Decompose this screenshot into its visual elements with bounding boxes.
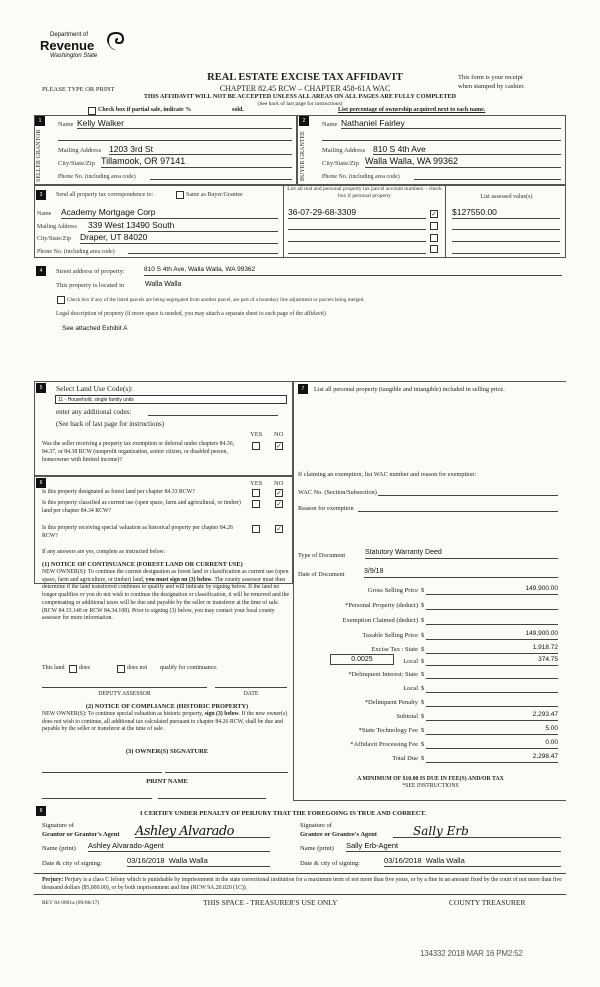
owner-signature-line[interactable] — [42, 765, 162, 773]
currency-sign: $ — [421, 713, 425, 720]
parcel-personal-checkbox-4[interactable] — [430, 245, 438, 253]
section-3-badge: 3 — [36, 190, 46, 200]
fee-label-affidavit-processing-fee: *Affidavit Processing Fee — [350, 741, 418, 748]
fee-label-gross-selling-price: Gross Selling Price — [367, 587, 418, 594]
fee-value-state-technology-fee[interactable]: 5.00 — [426, 725, 558, 735]
tax-mailing-field[interactable]: 339 West 13490 South — [88, 220, 278, 232]
grantee-name-label: Name (print) — [300, 845, 334, 852]
currency-sign: $ — [421, 727, 425, 734]
section-1-badge: 1 — [35, 116, 45, 126]
fee-value-total-due[interactable]: 2,298.47 — [426, 753, 558, 763]
exemption-reason-field[interactable] — [358, 504, 558, 512]
deputy-assessor-label: DEPUTY ASSESSOR — [98, 691, 151, 697]
fee-label-personal-property: *Personal Property (deduct) — [345, 602, 418, 609]
buyer-name-label: Name — [322, 121, 338, 128]
receipt-note-2: when stamped by cashier. — [458, 83, 525, 90]
seller-phone-label: Phone No. (including area code) — [58, 174, 136, 180]
section-7-divider — [293, 381, 294, 801]
parcel-personal-checkbox-2[interactable] — [430, 222, 438, 230]
assessed-value-1[interactable]: $127550.00 — [452, 207, 560, 219]
grantor-signature-label-2: Grantor or Grantor's Agent — [42, 831, 120, 838]
send-correspondence-label: Send all property tax correspondence to: — [56, 192, 154, 198]
buyer-mailing-field[interactable]: 810 S 4th Ave — [373, 144, 561, 155]
buyer-phone-field[interactable] — [414, 172, 561, 180]
buyer-city-field[interactable]: Walla Walla, WA 99362 — [365, 156, 561, 168]
fee-value-personal-property[interactable] — [426, 600, 558, 610]
wac-number-label: WAC No. (Section/Subsection) — [298, 489, 377, 496]
document-date-field[interactable]: 3/9/18 — [364, 568, 558, 578]
seller-phone-field[interactable] — [150, 172, 292, 180]
seller-mailing-label: Mailing Address — [58, 147, 102, 154]
county-treasurer-label: COUNTY TREASURER — [449, 898, 526, 907]
form-title: REAL ESTATE EXCISE TAX AFFIDAVIT — [207, 72, 403, 83]
tax-phone-label: Phone No. (including area code) — [37, 249, 115, 255]
assessed-header: List assessed value(s) — [480, 194, 533, 200]
fee-label-exemption-claimed: Exemption Claimed (deduct) — [342, 617, 418, 624]
grantee-date-label: Date & city of signing: — [300, 860, 360, 867]
notice-continuance-text-b: . The county assessor must then determine if the land transferred continues to qualify and will indicate by signing below. If the land no longer qualifies or you do not wish to continue the designation or classification, it will be removed and the compensating or additional taxes will be due and payable by the seller or transferor at the time of sale. (RCW 84.33.140 or RCW 84.34.108). Prior to signing (3) below, you may contact your local county assessor for more information. — [42, 576, 290, 622]
current-use-question: Is this property classified as current use (open space, farm and agricultural, or timber) land per chapter 84.34 RCW? — [42, 500, 241, 514]
treasurer-stamp: 134332 2018 MAR 16 PM2:52 — [420, 949, 523, 958]
same-as-buyer-checkbox[interactable] — [176, 191, 184, 199]
notice-compliance-text-a: NEW OWNER(S): To continue special valuation as historic property, — [42, 711, 204, 717]
fee-value-taxable-selling-price[interactable]: 149,900.00 — [426, 630, 558, 640]
this-land-label: This land — [42, 665, 65, 671]
see-instructions-note: *SEE INSTRUCTIONS — [402, 783, 459, 789]
assessed-value-4[interactable] — [452, 246, 560, 254]
local-rate-box[interactable]: 0.0025 — [330, 654, 394, 665]
currency-sign: $ — [421, 699, 425, 706]
fee-label-excise-state: Excise Tax : State — [371, 646, 418, 653]
buyer-phone-label: Phone No. (including area code) — [322, 174, 400, 180]
grantor-name-label: Name (print) — [42, 845, 76, 852]
minimum-fee-note: A MINIMUM OF $10.00 IS DUE IN FEE(S) AND/OR TAX — [357, 776, 504, 782]
parcel-number-1[interactable]: 36-07-29-68-3309 — [288, 207, 426, 219]
street-address-label: Street address of property: — [56, 268, 125, 275]
exemption-no-checkbox[interactable]: ✓ — [276, 442, 282, 450]
assessed-value-2[interactable] — [452, 222, 560, 230]
fee-label-subtotal: Subtotal — [396, 713, 418, 720]
does-checkbox[interactable] — [69, 665, 77, 673]
exemption-reason-label: Reason for exemption — [298, 505, 354, 512]
tax-mailing-label: Mailing Address — [37, 224, 77, 230]
grantee-signature: Sally Erb — [413, 824, 469, 838]
notice-continuance-body — [42, 569, 294, 623]
notice-continuance-text-a: NEW OWNER(S): To continue the current designation as forest land or classification as current use (open space, farm and agriculture, or timber) land, — [42, 569, 289, 583]
forest-land-yes-checkbox[interactable] — [252, 489, 260, 497]
seller-mailing-field[interactable]: 1203 3rd St — [109, 144, 292, 155]
currency-sign: $ — [421, 617, 425, 624]
perjury-label: Perjury: — [42, 877, 64, 883]
segregated-label: Check box if any of the listed parcels are being segregated from another parcel, are part of a boundary line adjustment or parcels being merged. — [67, 297, 365, 303]
fee-value-excise-state[interactable]: 1,918.72 — [426, 644, 558, 654]
fee-value-subtotal[interactable]: 2,293.47 — [426, 711, 558, 721]
section-7-top-border — [293, 381, 566, 382]
grantee-date-field[interactable]: 03/16/2018 Walla Walla — [384, 856, 561, 867]
logo-line-2: Revenue — [40, 38, 95, 53]
tax-city-label: City/State/Zip — [37, 236, 71, 242]
please-print-note: PLEASE TYPE OR PRINT — [42, 86, 115, 93]
parcel-number-3[interactable] — [288, 234, 426, 242]
seller-name-line-2[interactable] — [58, 133, 292, 141]
receipt-note-1: This form is your receipt — [458, 74, 523, 81]
fee-value-delinquent-interest-state[interactable] — [426, 669, 558, 679]
fee-value-exemption-claimed[interactable] — [426, 615, 558, 625]
if-yes-note: If any answers are yes, complete as instructed below. — [42, 549, 165, 555]
assessed-value-3[interactable] — [452, 234, 560, 242]
same-as-buyer-label: Same as Buyer/Grantee — [186, 192, 243, 198]
current-use-yes-checkbox[interactable] — [252, 500, 260, 508]
wac-number-field[interactable] — [378, 488, 558, 496]
section-4-badge: 4 — [36, 266, 46, 276]
fee-label-excise-local: Local — [403, 658, 418, 665]
notice-compliance-text-bold: sign (3) below — [204, 711, 239, 717]
tax-phone-field[interactable] — [128, 247, 278, 254]
currency-sign: $ — [421, 587, 425, 594]
fee-label-state-technology-fee: *State Technology Fee — [358, 727, 418, 734]
fee-label-taxable-selling-price: Taxable Selling Price — [362, 632, 418, 639]
parcel-header: List all real and personal property tax parcel account numbers – check box if personal property — [287, 186, 442, 199]
document-type-field[interactable]: Statutory Warranty Deed — [365, 549, 558, 559]
tax-city-field[interactable]: Draper, UT 84020 — [80, 232, 278, 244]
see-back-note: (See back of last page for instructions) — [257, 101, 343, 107]
currency-sign: $ — [421, 671, 425, 678]
grantee-name-field[interactable]: Sally Erb-Agent — [346, 841, 561, 852]
does-label: does — [79, 665, 90, 671]
buyer-city-label: City/State/Zip — [322, 160, 359, 167]
buyer-grantee-label: BUYER GRANTEE — [300, 131, 306, 181]
perjury-top-rule — [34, 873, 566, 874]
notice-compliance-text-b: . If the new owner(s) does not wish to continue, all additional tax calculated pursuant to chapter 84.26 RCW, shall be due and payable by the seller or transferor at the time of sale. — [42, 711, 288, 732]
does-not-checkbox[interactable] — [117, 665, 125, 673]
currency-sign: $ — [421, 646, 425, 653]
print-name-line-2[interactable] — [158, 795, 266, 799]
notice-compliance-title: (2) NOTICE OF COMPLIANCE (HISTORIC PROPERTY) — [85, 703, 249, 710]
deputy-assessor-signature-line[interactable] — [42, 680, 207, 688]
section-2-badge: 2 — [299, 116, 309, 126]
logo-line-3: Washington State — [50, 53, 98, 59]
currency-sign: $ — [421, 602, 425, 609]
exemption-question: Was the seller receiving a property tax exemption or deferral under chapters 84.36, 84.37, or 84.38 RCW (nonprofit organization, senior citizen, or disabled person, homeowner with limited income)? — [42, 441, 235, 463]
section-5-yes-header: YES — [250, 431, 263, 438]
notice-compliance-body — [42, 711, 294, 734]
fee-label-total-due: Total Due — [392, 755, 418, 762]
print-name-label: PRINT NAME — [146, 778, 188, 785]
seller-name-label: Name — [58, 121, 74, 128]
perjury-text: Perjury is a class C felony which is punishable by imprisonment in the state correctional institution for a maximum term of not more than five years, or by a fine in an amount fixed by the court of not more than five thousand dollars ($5,000.00), or by both imprisonment and fine (RCW 9A.20.020 (1C)). — [42, 877, 562, 891]
document-date-label: Date of Document — [298, 571, 345, 578]
personal-property-field[interactable] — [300, 406, 560, 461]
partial-sale-label: Check box if partial sale, indicate % — [98, 107, 192, 113]
ownership-note: List percentage of ownership acquired next to each name. — [338, 107, 486, 113]
logo-line-1: Department of — [50, 32, 89, 38]
tax-name-field[interactable]: Academy Mortgage Corp — [61, 207, 278, 219]
section-6-badge: 6 — [36, 478, 46, 488]
historic-no-checkbox[interactable]: ✓ — [276, 525, 282, 533]
historic-yes-checkbox[interactable] — [252, 525, 260, 533]
forest-land-no-checkbox[interactable]: ✓ — [276, 489, 282, 497]
treasurer-use-label: THIS SPACE - TREASURER'S USE ONLY — [203, 898, 338, 907]
fee-value-delinquent-interest-local[interactable] — [426, 683, 558, 693]
form-revision: REV 84 0001a (09/06/17) — [42, 900, 100, 906]
fee-label-delinquent-penalty: *Delinquent Penalty — [364, 699, 418, 706]
parcel-personal-checkbox-3[interactable] — [430, 234, 438, 242]
dor-logo-icon — [105, 30, 125, 52]
section-7-bottom-border — [293, 800, 566, 801]
fee-label-delinquent-interest-state: *Delinquent Interest: State — [348, 671, 418, 678]
partial-sale-sold: sold. — [232, 107, 244, 113]
section-5-badge: 5 — [36, 383, 46, 393]
currency-sign: $ — [421, 632, 425, 639]
perjury-bottom-rule — [34, 894, 566, 895]
assessor-date-label: DATE — [243, 691, 259, 697]
currency-sign: $ — [421, 755, 425, 762]
additional-codes-field[interactable] — [148, 407, 278, 416]
section-8-badge: 8 — [36, 806, 46, 816]
perjury-notice — [42, 876, 567, 892]
section-6-yes-header: YES — [250, 480, 263, 487]
parcel-number-2[interactable] — [288, 222, 426, 230]
parcel-personal-checkbox-1[interactable]: ✓ — [431, 210, 437, 218]
currency-sign: $ — [421, 741, 425, 748]
fee-label-delinquent-interest-local: Local — [403, 685, 418, 692]
seller-city-label: City/State/Zip — [58, 160, 95, 167]
located-in-label: This property is located in — [56, 282, 125, 289]
qualify-label: qualify for continuance. — [160, 665, 218, 671]
historic-question: Is this property receiving special valuation as historical property per chapter 84.26 RCW? — [42, 525, 233, 539]
grantor-signature-field[interactable] — [135, 822, 270, 838]
grantor-signature-label-1: Signature of — [42, 822, 74, 829]
seller-name-field[interactable]: Kelly Walker — [77, 118, 292, 129]
notice-continuance-title: (1) NOTICE OF CONTINUANCE (FOREST LAND OR CURRENT USE) — [42, 561, 243, 568]
buyer-mailing-label: Mailing Address — [322, 147, 366, 154]
fee-value-excise-local[interactable]: 374.75 — [426, 656, 558, 666]
street-address-field[interactable]: 810 S 4th Ave, Walla Walla, WA 99362 — [144, 266, 562, 276]
grantee-signature-label-2: Grantee or Grantee's Agent — [300, 831, 377, 838]
land-use-select[interactable]: 11 - Household, single family units — [55, 395, 287, 404]
seller-grantor-label: SELLER GRANTOR — [36, 129, 42, 183]
grantor-name-field[interactable]: Ashley Alvarado-Agent — [88, 841, 270, 852]
currency-sign: $ — [421, 685, 425, 692]
section-6-no-header: NO — [274, 480, 284, 487]
fee-value-delinquent-penalty[interactable] — [426, 697, 558, 707]
section-5-no-header: NO — [274, 431, 284, 438]
exemption-yes-checkbox[interactable] — [252, 442, 260, 450]
seller-city-field[interactable]: Tillamook, OR 97141 — [101, 156, 292, 168]
does-not-label: does not — [127, 665, 148, 671]
land-use-see-back: (See back of last page for instructions) — [56, 420, 165, 428]
buyer-name-field[interactable]: Nathaniel Fairley — [341, 118, 561, 129]
parcel-number-4[interactable] — [288, 246, 426, 254]
grantee-signature-label-1: Signature of — [300, 822, 332, 829]
land-use-title: Select Land Use Code(s): — [56, 384, 133, 393]
fee-value-affidavit-processing-fee[interactable]: 0.00 — [426, 739, 558, 749]
legal-description-label: Legal description of property (if more space is needed, you may attach a separate sheet to each page of the affidavit) — [56, 311, 326, 317]
partial-sale-checkbox[interactable] — [88, 107, 96, 115]
assessor-date-line[interactable] — [215, 680, 287, 688]
currency-sign: $ — [421, 658, 425, 665]
notice-continuance-text-bold: you must sign on (3) below — [145, 576, 212, 583]
tax-name-label: Name — [37, 211, 52, 217]
current-use-no-checkbox[interactable]: ✓ — [276, 500, 282, 508]
grantor-date-field[interactable]: 03/16/2018 Walla Walla — [127, 856, 270, 867]
located-in-field[interactable]: Walla Walla — [145, 281, 182, 288]
segregated-checkbox[interactable] — [57, 296, 65, 304]
owner-signature-title: (3) OWNER(S) SIGNATURE — [125, 748, 209, 755]
form-subtitle: CHAPTER 82.45 RCW – CHAPTER 458-61A WAC — [219, 84, 391, 93]
forest-land-question: Is this property designated as forest land per chapter 84.33 RCW? — [42, 489, 195, 495]
section-7-badge: 7 — [298, 384, 308, 394]
document-type-label: Type of Document — [298, 552, 346, 559]
fee-value-gross-selling-price[interactable]: 149,900.00 — [426, 585, 558, 595]
grantee-signature-field[interactable] — [393, 822, 561, 838]
owner-print-name-line[interactable] — [165, 765, 288, 773]
certify-statement: I CERTIFY UNDER PENALTY OF PERJURY THAT THE FOREGOING IS TRUE AND CORRECT. — [140, 810, 427, 817]
print-name-line-1[interactable] — [42, 795, 152, 799]
buyer-name-line-2[interactable] — [322, 133, 561, 141]
grantor-date-label: Date & city of signing: — [42, 860, 102, 867]
grantor-signature: Ashley Alvarado — [135, 824, 235, 839]
exemption-claim-label: If claiming an exemption, list WAC number and reason for exemption: — [298, 471, 477, 478]
personal-property-label: List all personal property (tangible and intangible) included in selling price. — [314, 386, 505, 393]
completion-warning: THIS AFFIDAVIT WILL NOT BE ACCEPTED UNLESS ALL AREAS ON ALL PAGES ARE FULLY COMPLETED — [143, 93, 457, 100]
additional-codes-label: enter any additional codes: — [56, 408, 132, 416]
legal-description-field[interactable]: See attached Exhibit A — [62, 325, 128, 332]
